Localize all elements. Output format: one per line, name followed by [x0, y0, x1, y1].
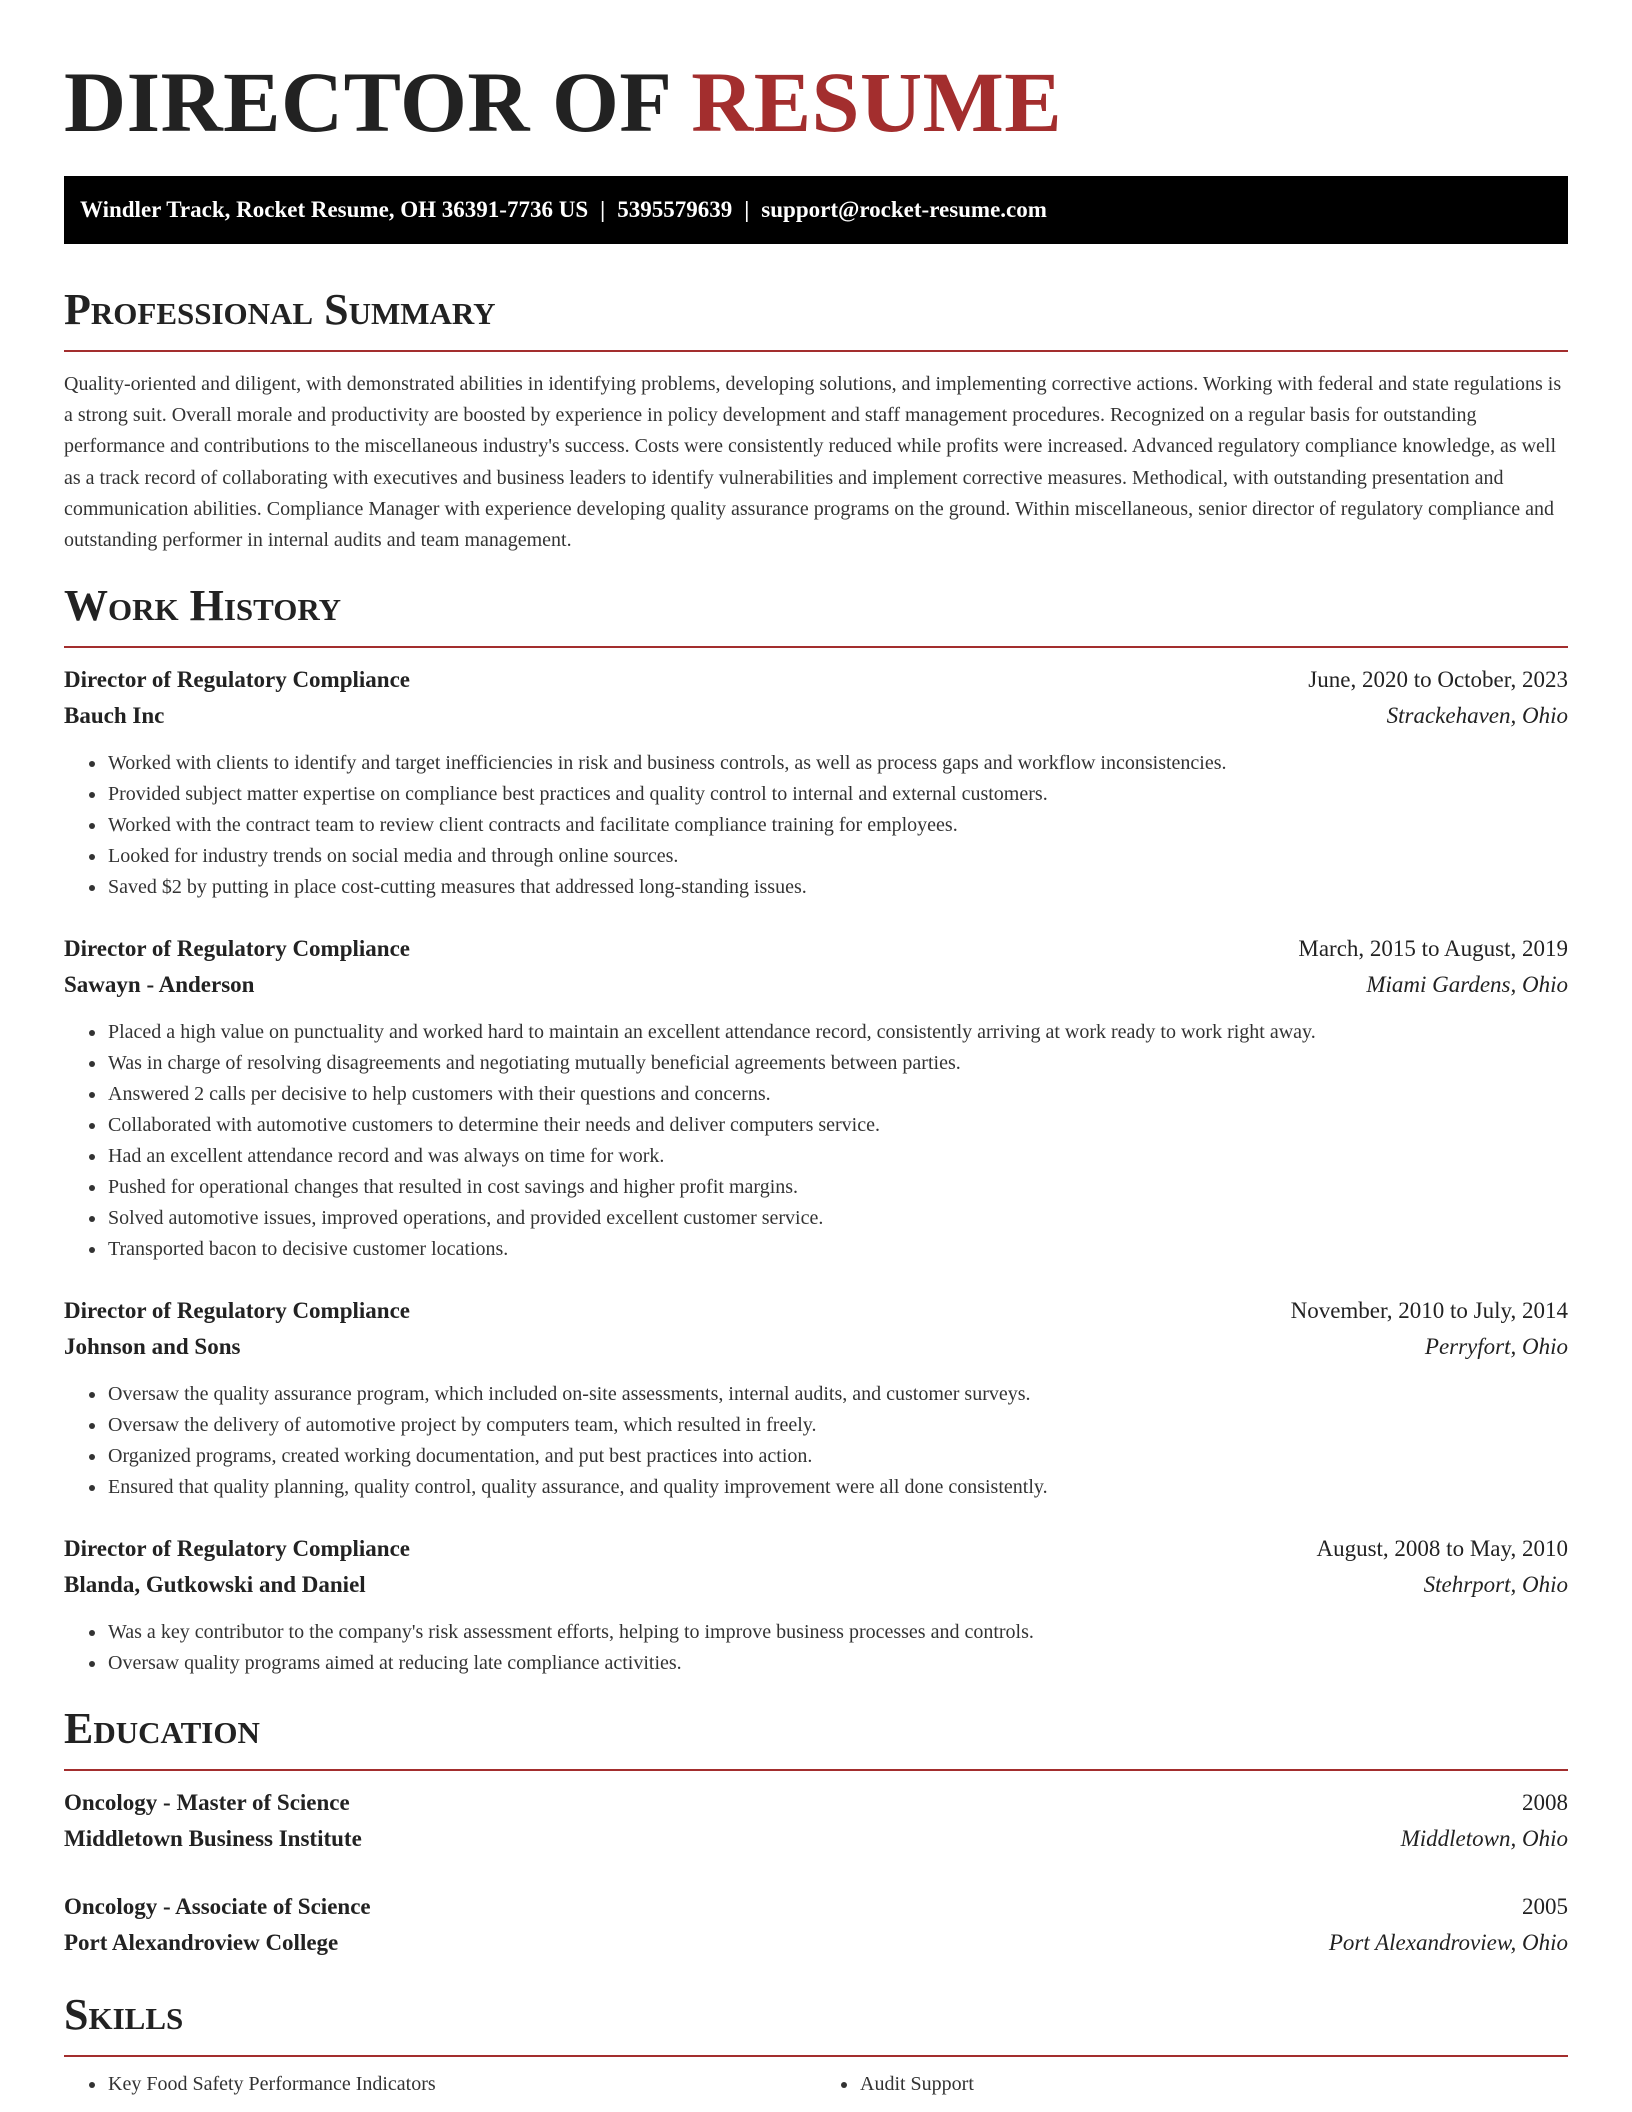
education-section: [64, 1703, 1568, 1961]
job-bullet: • Pushed for operational changes that resulted in cost savings and higher profit margins.: [107, 1172, 1568, 1203]
job-entry: [64, 1293, 1568, 1503]
job-location: Strackehaven, Ohio: [1386, 703, 1568, 729]
job-bullet: • Had an excellent attendance record and was always on time for work.: [107, 1141, 1568, 1172]
skills-section: [64, 1989, 1568, 2100]
job-company: Johnson and Sons: [64, 1334, 241, 1360]
resume-name: [64, 0, 1568, 176]
job-bullet: • Oversaw the delivery of automotive project by computers team, which resulted in freely.: [107, 1410, 1568, 1441]
job-entry: [64, 931, 1568, 1265]
section-title-work-history: Work History: [64, 581, 342, 631]
job-bullet: • Ensured that quality planning, quality control, quality assurance, and quality improvement were all done consistently.: [107, 1472, 1568, 1503]
contact-bar: [64, 176, 1568, 244]
section-divider: [64, 350, 1568, 352]
job-company-row: [64, 967, 1568, 1003]
section-divider: [64, 2055, 1568, 2057]
skill-item: • Audit Support: [859, 2069, 1568, 2100]
job-header-row: [64, 1531, 1568, 1567]
job-title: Director of Regulatory Compliance: [64, 667, 410, 693]
job-dates: August, 2008 to May, 2010: [1316, 1536, 1568, 1562]
education-entry: [64, 1785, 1568, 1857]
contact-phone: 5395579639: [617, 197, 733, 222]
education-degree: Oncology - Master of Science: [64, 1790, 350, 1816]
education-header-row: [64, 1889, 1568, 1925]
education-school: Port Alexandroview College: [64, 1930, 339, 1956]
section-title-skills: Skills: [64, 1990, 184, 2040]
education-school-row: [64, 1821, 1568, 1857]
job-bullet: • Worked with the contract team to review client contracts and facilitate compliance training for employees.: [107, 810, 1568, 841]
job-bullet: • Transported bacon to decisive customer locations.: [107, 1234, 1568, 1265]
education-degree: Oncology - Associate of Science: [64, 1894, 371, 1920]
section-divider: [64, 646, 1568, 648]
job-bullet: • Worked with clients to identify and target inefficiencies in risk and business controls, as well as process gaps and workflow inconsistencies.: [107, 748, 1568, 779]
job-bullets: [64, 748, 1568, 903]
name-first: DIRECTOR OF: [64, 54, 670, 150]
summary-text: Quality-oriented and diligent, with demonstrated abilities in identifying problems, developing solutions, and implementing corrective actions. Working with federal and state regulations is a strong suit. Overall morale and productivity are boosted by experience in policy development and staff management procedures. Recognized on a regular basis for outstanding performance and contributions to the miscellaneous industry's success. Costs were consistently reduced while profits were increased. Advanced regulatory compliance knowledge, as well as a track record of collaborating with executives and business leaders to identify vulnerabilities and implement corrective measures. Methodical, with outstanding presentation and communication abilities. Compliance Manager with experience developing quality assurance programs on the ground. Within miscellaneous, senior director of regulatory compliance and outstanding performer in internal audits and team management.: [64, 373, 1562, 552]
contact-separator: |: [744, 197, 750, 222]
section-title-summary: Professional Summary: [64, 285, 496, 334]
job-dates: March, 2015 to August, 2019: [1298, 936, 1568, 962]
job-location: Perryfort, Ohio: [1424, 1334, 1568, 1360]
section-title-education: Education: [64, 1704, 260, 1754]
job-header-row: [64, 662, 1568, 698]
job-bullet: • Collaborated with automotive customers to determine their needs and deliver computers service.: [107, 1110, 1568, 1141]
job-company-row: [64, 1567, 1568, 1603]
job-bullet: • Saved $2 by putting in place cost-cutting measures that addressed long-standing issues.: [107, 872, 1568, 903]
education-school-row: [64, 1925, 1568, 1961]
job-bullet: • Oversaw quality programs aimed at reducing late compliance activities.: [107, 1648, 1568, 1679]
job-bullet: • Answered 2 calls per decisive to help customers with their questions and concerns.: [107, 1079, 1568, 1110]
job-location: Stehrport, Ohio: [1423, 1572, 1568, 1598]
education-year: 2005: [1522, 1894, 1568, 1920]
job-entry: [64, 1531, 1568, 1679]
job-dates: November, 2010 to July, 2014: [1290, 1298, 1568, 1324]
education-location: Middletown, Ohio: [1400, 1826, 1568, 1852]
section-divider: [64, 1769, 1568, 1771]
job-bullet: • Placed a high value on punctuality and worked hard to maintain an excellent attendance record, consistently arriving at work ready to work right away.: [107, 1017, 1568, 1048]
name-last: RESUME: [691, 54, 1063, 150]
job-bullet: • Provided subject matter expertise on compliance best practices and quality control to internal and external customers.: [107, 779, 1568, 810]
job-title: Director of Regulatory Compliance: [64, 936, 410, 962]
job-bullet: • Was a key contributor to the company's risk assessment efforts, helping to improve business processes and controls.: [107, 1617, 1568, 1648]
skills-list-left: [64, 2069, 816, 2100]
contact-separator: |: [600, 197, 606, 222]
job-bullet: • Solved automotive issues, improved operations, and provided excellent customer service.: [107, 1203, 1568, 1234]
job-company: Blanda, Gutkowski and Daniel: [64, 1572, 366, 1598]
job-entry: [64, 662, 1568, 903]
job-bullet: • Organized programs, created working documentation, and put best practices into action.: [107, 1441, 1568, 1472]
job-title: Director of Regulatory Compliance: [64, 1536, 410, 1562]
job-bullet: • Oversaw the quality assurance program, which included on-site assessments, internal audits, and customer surveys.: [107, 1379, 1568, 1410]
job-company: Bauch Inc: [64, 703, 165, 729]
job-location: Miami Gardens, Ohio: [1366, 972, 1568, 998]
education-school: Middletown Business Institute: [64, 1826, 362, 1852]
job-header-row: [64, 1293, 1568, 1329]
skills-list-right: [816, 2069, 1568, 2100]
job-title: Director of Regulatory Compliance: [64, 1298, 410, 1324]
job-bullets: [64, 1379, 1568, 1503]
job-bullets: [64, 1017, 1568, 1265]
job-company-row: [64, 1329, 1568, 1365]
skills-columns: [64, 2069, 1568, 2100]
job-bullet: • Was in charge of resolving disagreements and negotiating mutually beneficial agreements between parties.: [107, 1048, 1568, 1079]
education-entry: [64, 1889, 1568, 1961]
contact-address: Windler Track, Rocket Resume, OH 36391-7736 US: [80, 197, 589, 222]
contact-email: support@rocket-resume.com: [761, 197, 1047, 222]
job-company-row: [64, 698, 1568, 734]
education-year: 2008: [1522, 1790, 1568, 1816]
job-company: Sawayn - Anderson: [64, 972, 255, 998]
job-dates: June, 2020 to October, 2023: [1308, 667, 1568, 693]
education-header-row: [64, 1785, 1568, 1821]
job-header-row: [64, 931, 1568, 967]
job-bullets: [64, 1617, 1568, 1679]
summary-section: [64, 284, 1568, 556]
job-bullet: • Looked for industry trends on social media and through online sources.: [107, 841, 1568, 872]
education-location: Port Alexandroview, Ohio: [1328, 1930, 1568, 1956]
skill-item: • Key Food Safety Performance Indicators: [107, 2069, 816, 2100]
work-history-section: [64, 580, 1568, 1679]
